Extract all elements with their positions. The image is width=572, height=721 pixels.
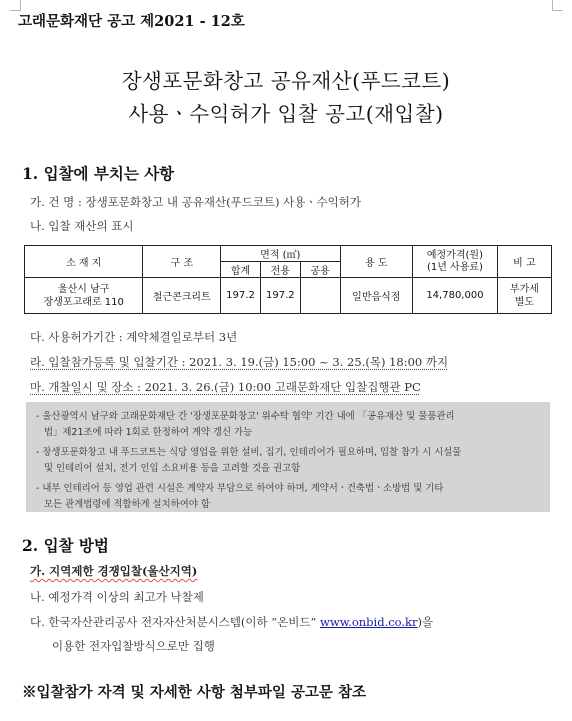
- table-header-row: [25, 246, 552, 262]
- cell-price: 14,780,000: [413, 278, 498, 314]
- item-ga-bid-type: 가. 지역제한 경쟁입찰(울산지역): [30, 564, 198, 578]
- header-area: 면적 (㎡): [221, 246, 340, 262]
- item-ga-subject: 가. 건 명 : 장생포문화창고 내 공유재산(푸드코트) 사용ㆍ수익허가: [30, 195, 361, 209]
- header-price: [413, 246, 498, 278]
- cell-location: [25, 278, 143, 314]
- footer-note: ※입찰참가 자격 및 자세한 사항 첨부파일 공고문 참조: [22, 684, 366, 701]
- item-na-property: 나. 입찰 재산의 표시: [30, 219, 134, 233]
- item-ma-opening: 마. 개찰일시 및 장소 : 2021. 3. 26.(금) 10:00 고래문화재단 입찰집행관 PC: [30, 380, 421, 394]
- note-1-line-2: 법」제21조에 따라 1회로 한정하여 계약 갱신 가능: [44, 427, 253, 438]
- header-area-exclusive: 전용: [260, 262, 300, 278]
- table-row: [25, 278, 552, 314]
- item-da-period: 다. 사용허가기간 : 계약체결일로부터 3년: [30, 330, 238, 344]
- cell-location-line1: 울산시 남구: [57, 283, 110, 295]
- cell-area-total: 197.2: [221, 278, 261, 314]
- header-area-total: 합계: [221, 262, 261, 278]
- item-na-award: 나. 예정가격 이상의 최고가 낙찰제: [30, 590, 204, 604]
- title-line-1: 장생포문화창고 공유재산(푸드코트): [121, 69, 451, 93]
- section2-heading: 2. 입찰 방법: [22, 536, 109, 555]
- note-1-line-1: - 울산광역시 남구와 고래문화재단 간 '장생포문화창고' 위수탁 협약' 기간 내에 「공유재산 및 물품관리: [36, 411, 455, 422]
- header-area-shared: 공용: [300, 262, 340, 278]
- cell-remarks-line1: 부가세: [509, 283, 539, 295]
- header-usage: 용 도: [340, 246, 413, 278]
- cell-remarks-line2: 별도: [514, 296, 535, 308]
- cell-remarks: [497, 278, 551, 314]
- cell-structure: 철근콘크리트: [143, 278, 221, 314]
- notice-number: 고래문화재단 공고 제2021 - 12호: [18, 13, 245, 30]
- cell-area-shared: [300, 278, 340, 314]
- header-price-label: 예정가격(원): [426, 249, 483, 261]
- note-2-line-2: 및 인테리어 설치, 전기 인입 소요비용 등을 고려할 것을 권고함: [44, 463, 301, 474]
- notes-box: [26, 402, 550, 512]
- title-line-2: 사용ㆍ수익허가 입찰 공고(재입찰): [128, 102, 444, 126]
- header-remarks: 비 고: [497, 246, 551, 278]
- header-location: 소 재 지: [25, 246, 143, 278]
- item-da-prefix: 다. 한국자산관리공사 전자자산처분시스템(이하 “온비드”: [30, 615, 317, 629]
- page-corner-mark: [552, 0, 563, 11]
- cell-usage: 일반음식점: [340, 278, 413, 314]
- cell-area-exclusive: 197.2: [260, 278, 300, 314]
- property-table: [24, 245, 552, 314]
- header-price-sub: (1년 사용료): [426, 261, 483, 273]
- section1-heading: 1. 입찰에 부치는 사항: [22, 164, 175, 183]
- item-da-onbid: [30, 614, 433, 630]
- item-da-line-2: 이용한 전자입찰방식으로만 집행: [52, 639, 215, 653]
- item-ra-bid-period: 라. 입찰참가등록 및 입찰기간 : 2021. 3. 19.(금) 15:00 ~ 3. 25.(목) 18:00 까지: [30, 355, 449, 369]
- header-structure: 구 조: [143, 246, 221, 278]
- onbid-link[interactable]: www.onbid.co.kr: [320, 615, 418, 629]
- note-3-line-1: - 내부 인테리어 등 영업 관련 시설은 계약자 부담으로 하여야 하며, 계약서ㆍ건축법ㆍ소방법 및 기타: [36, 483, 444, 494]
- note-3-line-2: 모든 관계법령에 적합하게 설치하여야 함: [44, 499, 210, 510]
- note-2-line-1: - 장생포문화창고 내 푸드코트는 식당 영업을 위한 설비, 집기, 인테리어가 필요하며, 입찰 참가 시 시설물: [36, 447, 462, 458]
- item-da-suffix: )을: [417, 615, 434, 629]
- cell-location-line2: 장생포고래로 110: [43, 296, 124, 308]
